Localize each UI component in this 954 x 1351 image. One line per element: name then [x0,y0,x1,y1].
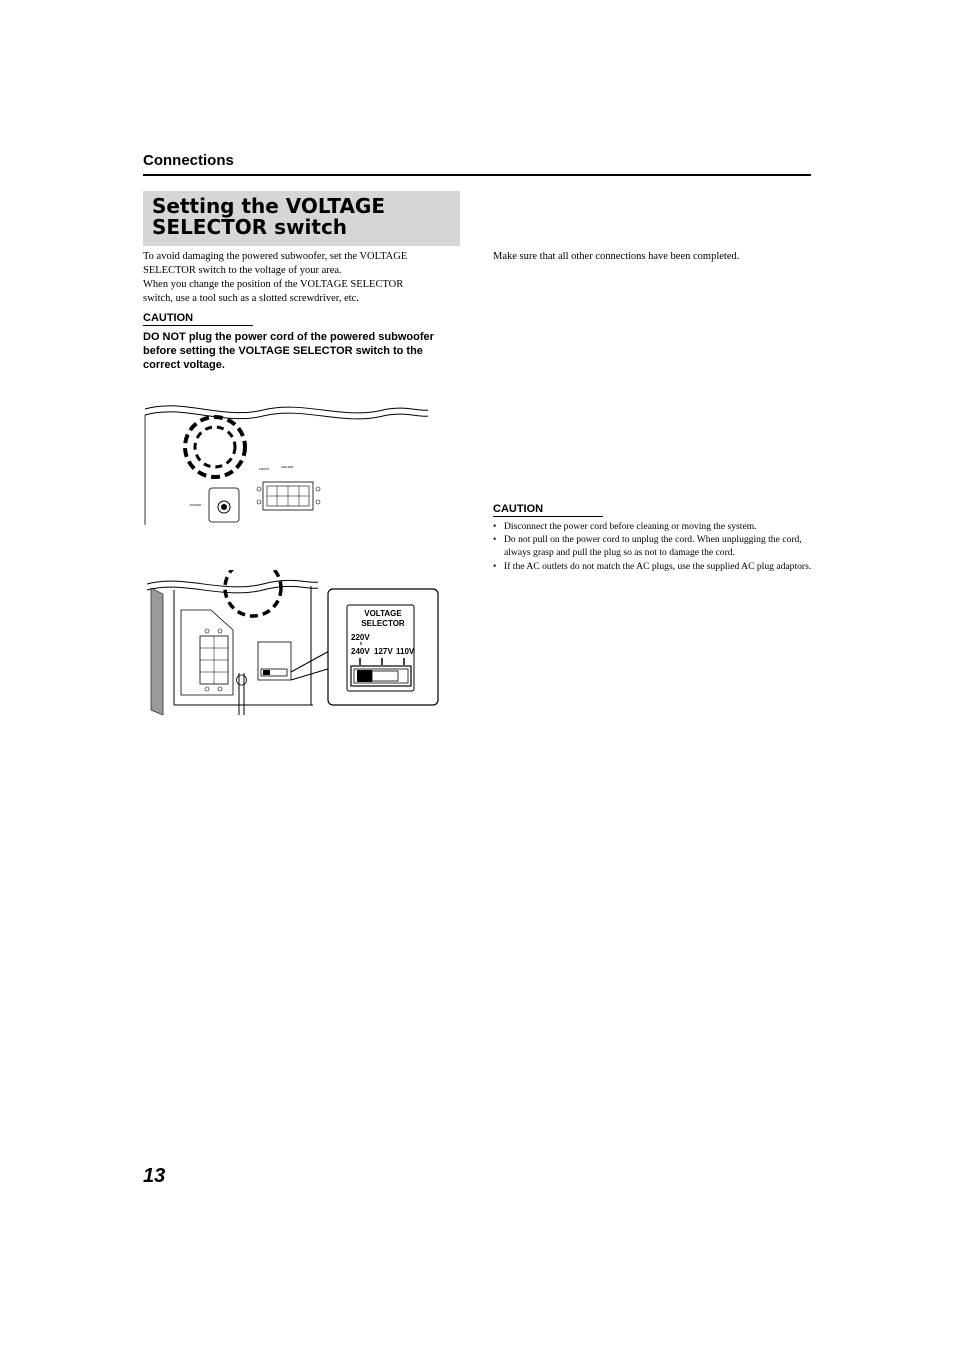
voltage-selector-illustration [143,570,443,715]
list-item: • Disconnect the power cord before cleaning or moving the system. [493,520,815,533]
intro-line: switch, use a tool such as a slotted screwdriver, etc. [143,293,359,304]
list-item: • Do not pull on the power cord to unplug the cord. When unplugging the cord, always grasp and pull the plug so as not to damage the cord. [493,533,815,559]
section-title: Connections [143,152,234,169]
caution-label-left: CAUTION [143,312,253,326]
heading-line-2: SELECTOR switch [152,215,348,239]
svg-text:FRONT: FRONT [259,467,270,471]
intro-paragraph [143,250,463,306]
caution-line: before setting the VOLTAGE SELECTOR switch to the [143,345,423,357]
intro-line: To avoid damaging the powered subwoofer, set the VOLTAGE [143,251,408,262]
caution-line: correct voltage. [143,359,225,371]
caution-line: DO NOT plug the power cord of the powered subwoofer [143,331,434,343]
svg-text:CENTER: CENTER [281,465,294,469]
label-127v: 127V [374,647,393,656]
caution-bullets [493,520,815,573]
right-intro: Make sure that all other connections have been completed. [493,251,740,262]
page-heading [152,196,385,238]
intro-line: When you change the position of the VOLTAGE SELECTOR [143,279,404,290]
subwoofer-back-illustration [143,400,453,525]
header-rule [143,174,811,176]
svg-text:POWER: POWER [189,503,201,507]
zoom-title-line-2: SELECTOR [361,619,405,628]
label-240v: 240V [351,647,370,656]
list-item: • If the AC outlets do not match the AC plugs, use the supplied AC plug adaptors. [493,560,815,573]
zoom-title-line-1: VOLTAGE [364,609,402,618]
intro-line: SELECTOR switch to the voltage of your area. [143,265,342,276]
caution-label-right: CAUTION [493,503,603,517]
page-number: 13 [143,1165,166,1187]
label-110v: 110V [396,647,415,656]
heading-line-1: Setting the VOLTAGE [152,194,385,218]
label-220v: 220V [351,633,370,642]
caution-text [143,330,463,372]
